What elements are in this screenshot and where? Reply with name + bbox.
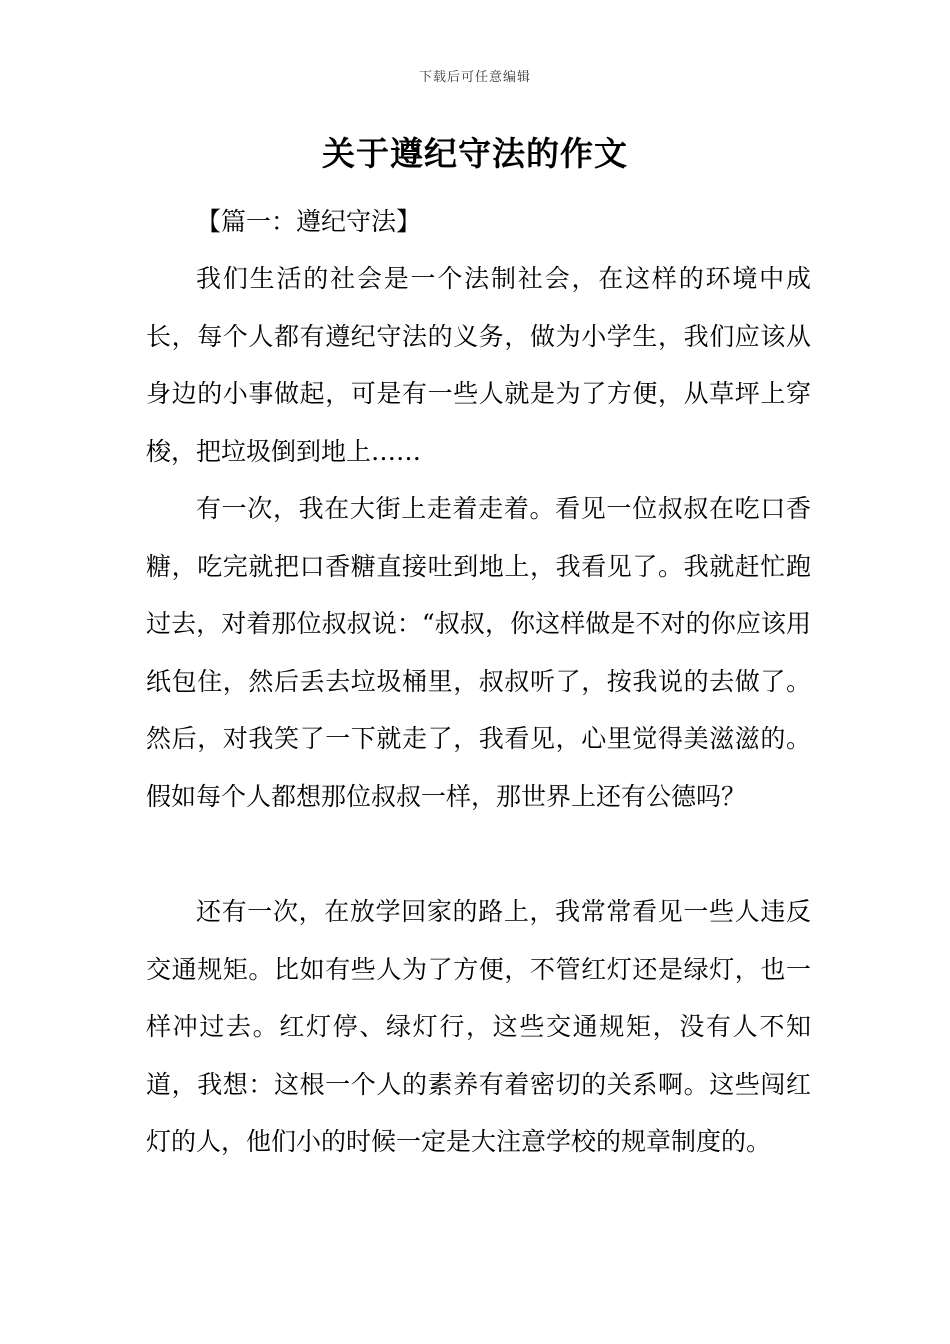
body-paragraph-2: 有一次，我在大街上走着走着。看见一位叔叔在吃口香糖，吃完就把口香糖直接吐到地上，我看见了。我就赶忙跑过去，对着那位叔叔说：“叔叔，你这样做是不对的你应该用纸包住，然后丢去垃圾桶里，叔叔听了，按我说的去做了。然后，对我笑了一下就走了，我看见，心里觉得美滋滋的。假如每个人都想那位叔叔一样，那世界上还有公德吗？ (146, 494, 811, 811)
header-note: 下载后可任意编辑 (418, 70, 531, 85)
body-paragraph-3: 还有一次，在放学回家的路上，我常常看见一些人违反交通规矩。比如有些人为了方便，不管红灯还是绿灯，也一样冲过去。红灯停、绿灯行，这些交通规矩，没有人不知道，我想：这根一个人的素养有着密切的关系啊。这些闯红灯的人，他们小的时候一定是大注意学校的规章制度的。 (146, 897, 811, 1156)
body-paragraph-1: 我们生活的社会是一个法制社会，在这样的环境中成长，每个人都有遵纪守法的义务，做为小学生，我们应该从身边的小事做起，可是有一些人就是为了方便，从草坪上穿梭，把垃圾倒到地上…… (146, 264, 811, 466)
section-heading: 【篇一：遵纪守法】 (196, 207, 422, 236)
document-title: 关于遵纪守法的作文 (322, 134, 628, 173)
